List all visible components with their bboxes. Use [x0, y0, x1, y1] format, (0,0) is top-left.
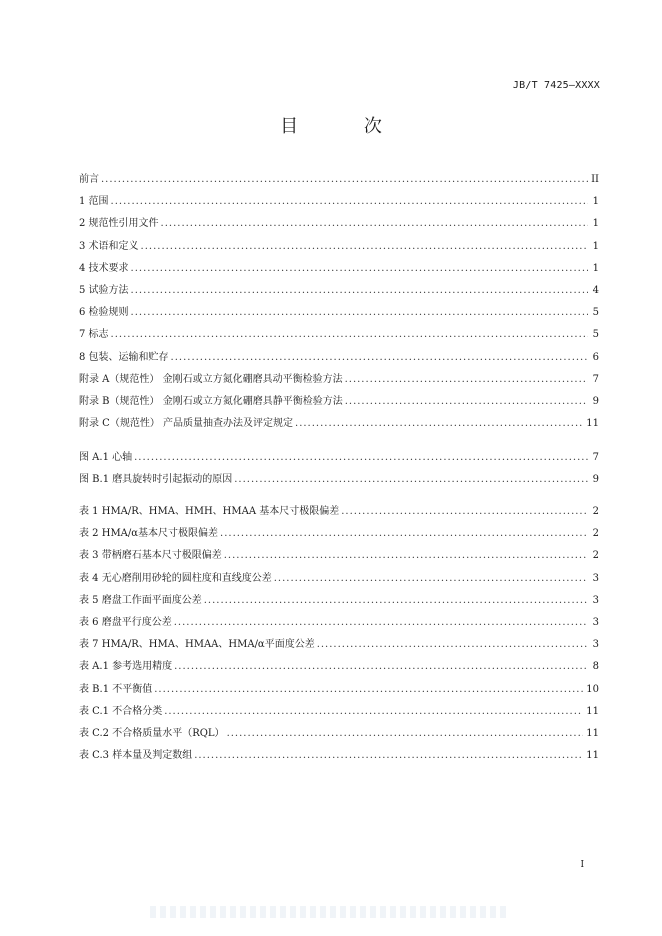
toc-dot-leader [131, 302, 588, 324]
toc-entry-page: 11 [586, 750, 599, 762]
toc-entry[interactable] [79, 213, 599, 235]
toc-dot-leader [161, 213, 588, 235]
toc-dot-leader [274, 568, 588, 590]
toc-dot-leader [101, 169, 588, 191]
toc-entry-label: 6 检验规则 [79, 307, 129, 319]
toc-dot-leader [164, 701, 583, 723]
toc-entry[interactable] [79, 447, 599, 469]
toc-dot-leader [171, 347, 588, 369]
toc-entry-page: 1 [592, 262, 599, 274]
toc-entry-page: 2 [592, 506, 599, 517]
toc-entry-page: 3 [592, 616, 599, 628]
toc-figures-list [79, 447, 599, 491]
toc-dot-leader [204, 590, 588, 612]
toc-entry[interactable] [79, 413, 599, 435]
toc-entry-label: 1 范围 [79, 196, 109, 208]
toc-dot-leader [174, 656, 588, 678]
toc-entry-page: 2 [592, 528, 599, 540]
toc-entry-label: 表 C.3 样本量及判定数组 [79, 750, 193, 762]
toc-entry-label: 表 1 HMA/R、HMA、HMH、HMAA 基本尺寸极限偏差 [79, 506, 340, 517]
toc-entry-label: 附录 B（规范性） 金刚石或立方氮化硼磨具静平衡检验方法 [79, 395, 343, 407]
toc-dot-leader [341, 501, 588, 523]
toc-entry-label: 前言 [79, 174, 99, 185]
toc-entry-page: 9 [592, 474, 599, 486]
toc-entry[interactable] [79, 280, 599, 302]
toc-entry-page: 1 [592, 218, 599, 230]
toc-dot-leader [345, 391, 588, 413]
toc-entry-label: 表 2 HMA/α基本尺寸极限偏差 [79, 528, 219, 540]
toc-dot-leader [154, 679, 583, 701]
toc-entry-page: II [591, 174, 599, 185]
toc-entry-page: 4 [592, 284, 599, 296]
toc-dot-leader [220, 523, 588, 545]
toc-entry[interactable] [79, 612, 599, 634]
toc-entry-page: 7 [592, 373, 599, 385]
toc-entry[interactable] [79, 568, 599, 590]
toc-entry-page: 11 [586, 418, 599, 430]
toc-entry-page: 6 [592, 351, 599, 363]
toc-dot-leader [234, 469, 588, 491]
toc-entry-label: 附录 C（规范性） 产品质量抽查办法及评定规定 [79, 418, 294, 430]
toc-entry-page: 5 [592, 329, 599, 341]
toc-entry[interactable] [79, 169, 599, 191]
toc-entry[interactable] [79, 701, 599, 723]
toc-entry-page: 7 [592, 452, 599, 463]
toc-entry[interactable] [79, 679, 599, 701]
toc-entry[interactable] [79, 469, 599, 491]
toc-entry-page: 1 [592, 240, 599, 252]
toc-entry-label: 表 6 磨盘平行度公差 [79, 616, 172, 628]
toc-entry-label: 表 7 HMA/R、HMA、HMAA、HMA/α平面度公差 [79, 639, 315, 651]
toc-dot-leader [111, 324, 588, 346]
toc-entry-label: 表 B.1 不平衡值 [79, 683, 153, 695]
toc-entry-page: 5 [592, 307, 599, 319]
toc-entry-label: 表 C.1 不合格分类 [79, 705, 163, 717]
toc-dot-leader [134, 447, 588, 469]
toc-dot-leader [295, 413, 583, 435]
toc-entry-label: 表 A.1 参考选用精度 [79, 661, 173, 673]
toc-entry-label: 图 A.1 心轴 [79, 452, 133, 463]
document-code: JB/T 7425—XXXX [512, 80, 600, 91]
toc-entry-label: 8 包装、运输和贮存 [79, 351, 169, 363]
toc-dot-leader [194, 745, 583, 767]
toc-entry-label: 附录 A（规范性） 金刚石或立方氮化硼磨具动平衡检验方法 [79, 373, 343, 385]
toc-entry-page: 3 [592, 639, 599, 651]
toc-entry[interactable] [79, 369, 599, 391]
toc-entry[interactable] [79, 391, 599, 413]
toc-dot-leader [174, 612, 588, 634]
toc-dot-leader [317, 634, 588, 656]
toc-entry[interactable] [79, 545, 599, 567]
toc-entry[interactable] [79, 501, 599, 523]
toc-main-list [79, 169, 599, 435]
toc-entry[interactable] [79, 590, 599, 612]
toc-entry-label: 2 规范性引用文件 [79, 218, 159, 230]
toc-entry[interactable] [79, 523, 599, 545]
toc-entry[interactable] [79, 236, 599, 258]
toc-entry[interactable] [79, 723, 599, 745]
toc-entry[interactable] [79, 745, 599, 767]
toc-entry-label: 7 标志 [79, 329, 109, 341]
toc-dot-leader [345, 369, 588, 391]
toc-entry[interactable] [79, 191, 599, 213]
toc-entry[interactable] [79, 634, 599, 656]
toc-entry-label: 4 技术要求 [79, 262, 129, 274]
footer-watermark-graphic [150, 906, 510, 918]
toc-entry-page: 11 [586, 705, 599, 717]
toc-entry-label: 3 术语和定义 [79, 240, 139, 252]
toc-entry-page: 10 [586, 683, 599, 695]
toc-entry-page: 8 [592, 661, 599, 673]
toc-entry[interactable] [79, 347, 599, 369]
page-number: I [580, 860, 584, 870]
toc-entry-label: 图 B.1 磨具旋转时引起振动的原因 [79, 474, 233, 486]
toc-entry-page: 9 [592, 395, 599, 407]
toc-entry[interactable] [79, 302, 599, 324]
toc-entry[interactable] [79, 656, 599, 678]
toc-dot-leader [227, 723, 584, 745]
toc-dot-leader [141, 236, 588, 258]
toc-entry[interactable] [79, 324, 599, 346]
toc-entry-page: 3 [592, 572, 599, 584]
toc-dot-leader [131, 280, 588, 302]
toc-entry-label: 5 试验方法 [79, 284, 129, 296]
toc-tables-list [79, 501, 599, 767]
toc-dot-leader [111, 191, 588, 213]
toc-dot-leader [224, 545, 588, 567]
toc-entry[interactable] [79, 258, 599, 280]
toc-entry-label: 表 3 带柄磨石基本尺寸极限偏差 [79, 550, 222, 562]
toc-entry-label: 表 C.2 不合格质量水平（RQL） [79, 727, 225, 739]
toc-entry-label: 表 4 无心磨削用砂轮的圆柱度和直线度公差 [79, 572, 272, 584]
toc-entry-page: 3 [592, 594, 599, 606]
toc-entry-label: 表 5 磨盘工作面平面度公差 [79, 594, 202, 606]
page-title: 目 次 [280, 116, 412, 137]
toc-entry-page: 1 [592, 196, 599, 208]
toc-entry-page: 11 [586, 727, 599, 739]
toc-entry-page: 2 [592, 550, 599, 562]
toc-dot-leader [131, 258, 588, 280]
